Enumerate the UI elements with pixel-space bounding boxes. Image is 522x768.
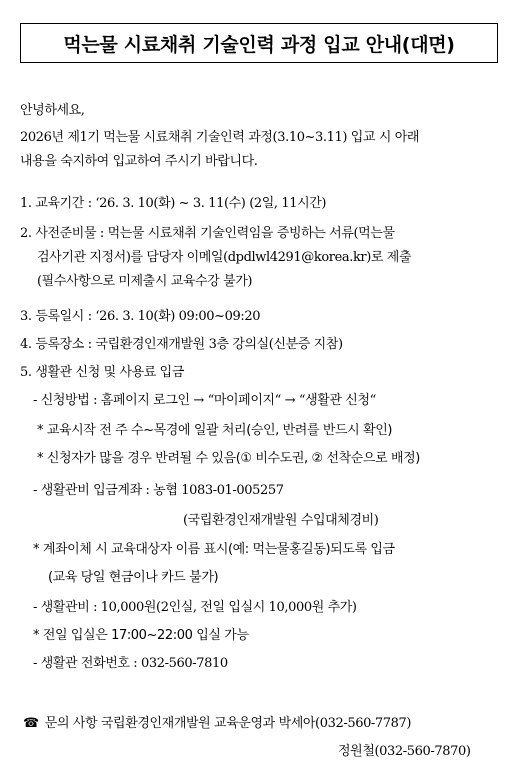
dorm-phone: - 생활관 전화번호 : 032-560-7810 bbox=[33, 656, 228, 671]
item-preparation-line-2: 검사기관 지정서)를 담당자 이메일(dpdlwl4291@korea.kr)로 제출 bbox=[37, 250, 412, 265]
dorm-note-reject: * 신청자가 많을 경우 반려될 수 있음(① 비수도권, ② 선착순으로 배정) bbox=[37, 451, 420, 466]
contact-line-1 bbox=[23, 712, 411, 731]
item-dormitory-header: 5. 생활관 신청 및 사용료 입금 bbox=[20, 365, 185, 380]
contact-line-2: 정원철(032-560-7870) bbox=[338, 744, 471, 759]
contact-text-1: 문의 사항 국립환경인재개발원 교육운영과 박세아(032-560-7787) bbox=[44, 716, 412, 731]
phone-icon: ☎ bbox=[23, 716, 39, 731]
dorm-note-batch: * 교육시작 전 주 수~목경에 일괄 처리(승인, 반려를 반드시 확인) bbox=[37, 423, 393, 438]
item-registration-time: 3. 등록일시 : ‘26. 3. 10(화) 09:00~09:20 bbox=[20, 309, 261, 324]
dorm-apply-method: - 신청방법 : 홈페이지 로그인 → “마이페이지“ → “생활관 신청“ bbox=[33, 393, 376, 408]
dorm-account: - 생활관비 입금계좌 : 농협 1083-01-005257 bbox=[33, 483, 284, 498]
item-preparation-line-1: 2. 사전준비물 : 먹는물 시료채취 기술인력임을 증빙하는 서류(먹는물 bbox=[20, 226, 395, 241]
intro-line-1: 2026년 제1기 먹는물 시료채취 기술인력 과정(3.10~3.11) 입교 시 아래 bbox=[20, 130, 420, 145]
dorm-account-holder: (국립환경인재개발원 수입대체경비) bbox=[183, 513, 379, 528]
early-checkin-note: * 전일 입실은 17:00~22:00 입실 가능 bbox=[33, 628, 249, 643]
dorm-fee: - 생활관비 : 10,000원(2인실, 전일 입실시 10,000원 추가) bbox=[33, 600, 357, 615]
item-education-period: 1. 교육기간 : ‘26. 3. 10(화) ~ 3. 11(수) (2일, 11시간) bbox=[20, 196, 327, 211]
intro-line-2: 내용을 숙지하여 입교하여 주시기 바랍니다. bbox=[20, 154, 258, 169]
transfer-note-line-1: * 계좌이체 시 교육대상자 이름 표시(예: 먹는물홍길동)되도록 입금 bbox=[33, 542, 395, 557]
item-preparation-line-3: (필수사항으로 미제출시 교육수강 불가) bbox=[37, 274, 253, 289]
item-registration-location: 4. 등록장소 : 국립환경인재개발원 3층 강의실(신분증 지참) bbox=[20, 337, 343, 352]
page-title: 먹는물 시료채취 기술인력 과정 입교 안내(대면) bbox=[20, 23, 498, 63]
transfer-note-line-2: (교육 당일 현금이나 카드 불가) bbox=[48, 570, 219, 585]
greeting: 안녕하세요, bbox=[20, 103, 85, 118]
